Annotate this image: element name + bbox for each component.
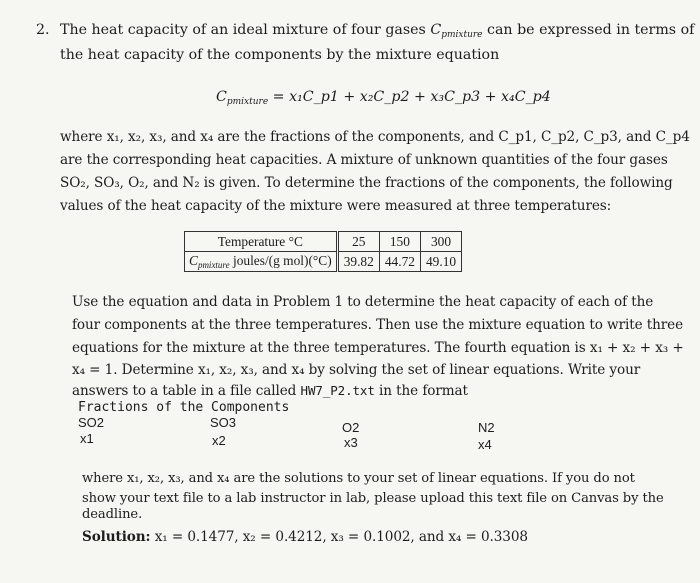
- equation-lhs-sub: pmixture: [226, 97, 269, 107]
- instructions-line-5-end: in the format: [379, 383, 468, 399]
- heat-capacity-cell: 49.10: [420, 252, 461, 272]
- table-row-temperature: [185, 232, 462, 252]
- format-name-so3: SO3: [210, 415, 237, 430]
- solution-values: x₁ = 0.1477, x₂ = 0.4212, x₃ = 0.1002, and x₄ = 0.3308: [154, 529, 528, 545]
- mixture-equation: [216, 89, 551, 107]
- heat-capacity-label: [185, 252, 338, 272]
- closing-line-1: where x₁, x₂, x₃, and x₄ are the solutions to your set of linear equations. If you do not: [82, 471, 635, 486]
- instructions-line-2: four components at the three temperatures. Then use the mixture equation to write three: [72, 317, 684, 333]
- equation-lhs-symbol: C: [216, 89, 227, 105]
- heat-capacity-cell: 44.72: [379, 252, 420, 272]
- temperature-cell: 25: [337, 232, 379, 252]
- temperature-cell: 150: [379, 232, 420, 252]
- format-name-so2: SO2: [78, 415, 105, 430]
- instructions-line-3: equations for the mixture at the three temperatures. The fourth equation is x₁ + x₂ + x₃ +: [72, 340, 684, 356]
- para2-line-2: are the corresponding heat capacities. A mixture of unknown quantities of the four gases: [60, 152, 668, 168]
- cp-mixture-symbol: C: [430, 22, 442, 38]
- intro-text-start: The heat capacity of an ideal mixture of four gases: [60, 22, 426, 38]
- cp-label-sub: pmixture: [197, 260, 230, 270]
- cp-mixture-sub: pmixture: [441, 30, 483, 40]
- temperature-cell: 300: [420, 232, 461, 252]
- intro-text-end: can be expressed in terms of: [487, 22, 695, 38]
- instructions-line-5-start: answers to a table in a file called: [72, 383, 297, 399]
- equation-rhs: = x₁C_p1 + x₂C_p2 + x₃C_p3 + x₄C_p4: [272, 89, 551, 105]
- instructions-line-1: Use the equation and data in Problem 1 to determine the heat capacity of each of the: [72, 294, 654, 310]
- instructions-line-5: [72, 383, 468, 399]
- format-var-x1: x1: [80, 431, 94, 446]
- format-name-o2: O2: [342, 420, 360, 435]
- para2-line-3: SO₂, SO₃, O₂, and N₂ is given. To determine the fractions of the components, the following: [60, 175, 673, 191]
- format-var-x3: x3: [344, 435, 358, 450]
- intro-line-2: the heat capacity of the components by the mixture equation: [60, 47, 500, 63]
- solution-line: [82, 529, 528, 545]
- format-title: Fractions of the Components: [78, 400, 290, 415]
- closing-line-3: deadline.: [82, 507, 143, 522]
- para2-line-1: where x₁, x₂, x₃, and x₄ are the fractions of the components, and C_p1, C_p2, C_p3, and C_p4: [60, 129, 690, 145]
- output-file-name: HW7_P2.txt: [300, 383, 375, 398]
- problem-number: 2.: [36, 22, 50, 38]
- heat-capacity-table: [184, 231, 462, 272]
- format-name-n2: N2: [478, 420, 495, 435]
- instructions-line-4: x₄ = 1. Determine x₁, x₂, x₃, and x₄ by solving the set of linear equations. Write your: [72, 362, 641, 378]
- temperature-label: Temperature °C: [185, 232, 338, 252]
- cp-label-symbol: C: [189, 253, 198, 268]
- intro-line-1: [60, 22, 694, 40]
- format-var-x2: x2: [212, 433, 226, 448]
- solution-label: Solution:: [82, 529, 151, 545]
- cp-label-units: joules/(g mol)(°C): [232, 253, 332, 268]
- table-row-heat-capacity: [185, 252, 462, 272]
- para2-line-4: values of the heat capacity of the mixture were measured at three temperatures:: [60, 198, 612, 214]
- heat-capacity-cell: 39.82: [337, 252, 379, 272]
- closing-line-2: show your text file to a lab instructor in lab, please upload this text file on Canvas by the: [82, 491, 664, 506]
- format-var-x4: x4: [478, 437, 492, 452]
